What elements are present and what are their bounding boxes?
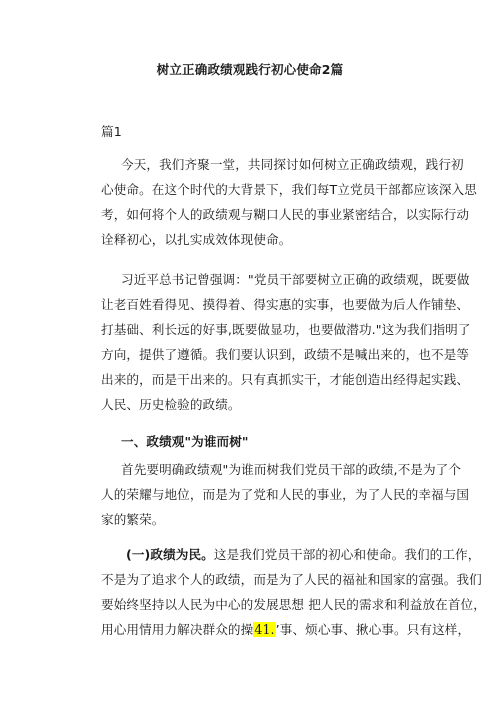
paragraph-line: 不是为了追求个人的政绩，而是为了人民的福祉和国家的富强。我们 [101, 572, 482, 587]
paragraph-line: 习近平总书记曾强调："党员干部要树立正确的政绩观，既要做 [121, 272, 470, 287]
paragraph-line: 今天，我们齐聚一堂，共同探讨如何树立正确政绩观，践行初 [121, 157, 464, 172]
paragraph-line: 诠释初心，以扎实成效体现使命。 [101, 232, 292, 247]
paragraph-line: 首先要明确政绩观"为谁而树我们党员干部的政绩,不是为了个 [121, 462, 462, 477]
paragraph-line: 让老百姓看得见、摸得着、得实惠的实事，也要做为后人作铺垫、 [101, 297, 470, 312]
paragraph-text: ’事、烦心事、揪心事。只有这样， [275, 622, 471, 637]
paragraph-line: 人的荣耀与地位，而是为了党和人民的事业，为了人民的幸福与国 [101, 487, 470, 502]
paragraph-text: 这是我们党员干部的初心和使命。我们的工作， [213, 547, 481, 562]
paragraph-line: 方向，提供了遵循。我们要认识到，政绩不是喊出来的，也不是等 [101, 347, 470, 362]
highlighted-text: 41. [254, 622, 275, 637]
paragraph-text: 用心用情用力解决群众的操 [101, 622, 254, 637]
paragraph-line: 人民、历史检验的政绩。 [101, 397, 241, 412]
paragraph-line: 心使命。在这个时代的大背景下，我们每T立党员干部都应该深入思 [101, 182, 477, 197]
paragraph-line: 要始终坚持以人民为中心的发展思想 把人民的需求和利益放在首位， [101, 597, 486, 612]
document-title: 树立正确政绩观践行初心使命2篇 [156, 62, 344, 77]
paragraph-line: 家的繁荣。 [101, 512, 165, 527]
section-label: 篇1 [101, 124, 122, 139]
paragraph-line: 考，如何将个人的政绩观与糊口人民的事业紧密结合，以实际行动 [101, 207, 470, 222]
paragraph-line: 出来的，而是干出来的。只有真抓实干，才能创造出经得起实践、 [101, 372, 470, 387]
paragraph-line [101, 620, 470, 640]
paragraph-line [126, 545, 480, 565]
subheading-lead: (一)政绩为民。 [126, 547, 214, 562]
paragraph-line: 打基础、利长远的好事,既要做显功，也要做潜功."这为我们指明了 [101, 322, 471, 337]
section-heading: 一、政绩观"为谁而树" [121, 434, 249, 449]
